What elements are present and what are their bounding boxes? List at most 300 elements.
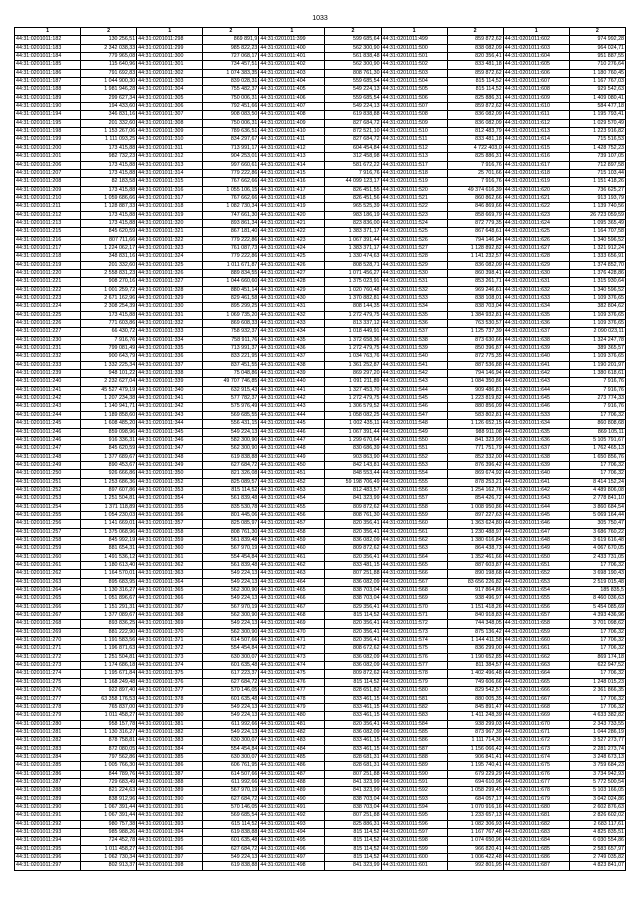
value-cell: 5 454 085,69	[569, 603, 625, 611]
value-cell: 836 082,09	[325, 662, 381, 670]
value-cell: 965 525,39	[325, 203, 381, 211]
cadastral-number-cell: 44:31:0201011:683	[503, 829, 569, 837]
value-cell: 838 108,01	[447, 295, 503, 303]
cadastral-number-cell: 44:31:0201011:545	[381, 395, 447, 403]
value-cell: 561 838,48	[325, 53, 381, 61]
value-cell: 4 722 403,0	[447, 144, 503, 152]
cadastral-number-cell: 44:31:0201011:649	[503, 545, 569, 553]
value-cell: 890 453,67	[81, 461, 137, 469]
cadastral-number-cell: 44:31:0201011:291	[15, 812, 81, 820]
cadastral-number-cell: 44:31:0201011:636	[503, 436, 569, 444]
value-cell: 779 222,86	[203, 236, 259, 244]
cadastral-number-cell: 44:31:0201011:260	[15, 553, 81, 561]
cadastral-number-cell: 44:31:0201011:432	[259, 311, 325, 319]
value-cell: 17 706,32	[569, 645, 625, 653]
value-cell: 1 140 941,71	[81, 403, 137, 411]
cadastral-number-cell: 44:31:0201011:396	[137, 845, 203, 853]
value-cell: 1 151 418,26	[447, 603, 503, 611]
cadastral-number-cell: 44:31:0201011:296	[15, 854, 81, 862]
value-cell: 3 701 098,62	[569, 620, 625, 628]
table-row	[15, 528, 626, 536]
value-cell: 1 253 686,36	[81, 478, 137, 486]
value-cell: 840 918,83	[447, 612, 503, 620]
value-cell: 836 082,09	[447, 119, 503, 127]
cadastral-number-cell: 44:31:0201011:646	[503, 520, 569, 528]
cadastral-number-cell: 44:31:0201011:497	[259, 854, 325, 862]
cadastral-number-cell: 44:31:0201011:262	[15, 570, 81, 578]
cadastral-number-cell: 44:31:0201011:641	[503, 361, 569, 369]
cadastral-number-cell: 44:31:0201011:551	[381, 445, 447, 453]
value-cell: 1 380 618,61	[569, 370, 625, 378]
table-row	[15, 536, 626, 544]
value-cell: 554 454,84	[203, 553, 259, 561]
value-cell: 1 409 080,41	[569, 94, 625, 102]
value-cell: 1 044 660,60	[203, 278, 259, 286]
cadastral-number-cell: 44:31:0201011:598	[381, 837, 447, 845]
value-cell: 845 620,59	[81, 445, 137, 453]
value-cell: 1 071 456,27	[325, 269, 381, 277]
cadastral-number-cell: 44:31:0201011:474	[259, 662, 325, 670]
value-cell: 763 530,57	[447, 320, 503, 328]
value-cell: 958 157,78	[81, 720, 137, 728]
value-cell: 1 370 882,81	[325, 295, 381, 303]
value-cell: 895 299,25	[203, 303, 259, 311]
cadastral-number-cell: 44:31:0201011:357	[137, 520, 203, 528]
cadastral-number-cell: 44:31:0201011:507	[381, 103, 447, 111]
value-cell: 173 415,88	[81, 186, 137, 194]
value-cell: 1 371 118,89	[81, 503, 137, 511]
value-cell: 893 836,25	[81, 620, 137, 628]
cadastral-number-cell: 44:31:0201011:195	[15, 119, 81, 127]
cadastral-number-cell: 44:31:0201011:227	[15, 328, 81, 336]
cadastral-number-cell: 44:31:0201011:321	[137, 228, 203, 236]
value-cell: 969 246,61	[447, 286, 503, 294]
value-cell: 878 253,21	[447, 478, 503, 486]
value-cell: 115 640,96	[81, 61, 137, 69]
value-cell: 45 527 479,19	[81, 386, 137, 394]
cadastral-number-cell: 44:31:0201011:334	[137, 336, 203, 344]
value-cell: 1 189 858,60	[81, 411, 137, 419]
value-cell: 17 706,32	[569, 411, 625, 419]
value-cell: 830 686,39	[325, 445, 381, 453]
table-row	[15, 803, 626, 811]
value-cell: 841 323,99	[325, 495, 381, 503]
cadastral-number-cell: 44:31:0201011:206	[15, 161, 81, 169]
cadastral-number-cell: 44:31:0201011:680	[503, 803, 569, 811]
value-cell: 549 224,13	[325, 86, 381, 94]
cadastral-number-cell: 44:31:0201011:277	[15, 695, 81, 703]
cadastral-number-cell: 44:31:0201011:406	[259, 94, 325, 102]
value-cell: 562 300,90	[325, 61, 381, 69]
table-row	[15, 161, 626, 169]
cadastral-number-cell: 44:31:0201011:384	[137, 745, 203, 753]
value-cell: 173 415,88	[81, 144, 137, 152]
value-cell: 815 114,52	[325, 829, 381, 837]
value-cell: 4 823 841,07	[569, 862, 625, 870]
cadastral-number-cell: 44:31:0201011:267	[15, 612, 81, 620]
cadastral-number-cell: 44:31:0201011:537	[381, 328, 447, 336]
cadastral-number-cell: 44:31:0201011:456	[259, 511, 325, 519]
cadastral-number-cell: 44:31:0201011:521	[381, 194, 447, 202]
value-cell: 1 180 613,40	[81, 562, 137, 570]
value-cell: 825 886,31	[325, 820, 381, 828]
table-row	[15, 453, 626, 461]
value-cell: 2 749 035,82	[569, 854, 625, 862]
cadastral-number-cell: 44:31:0201011:345	[137, 428, 203, 436]
cadastral-number-cell: 44:31:0201011:242	[15, 395, 81, 403]
value-cell: 948 101,22	[81, 370, 137, 378]
table-row	[15, 345, 626, 353]
table-row	[15, 620, 626, 628]
cadastral-number-cell: 44:31:0201011:416	[259, 178, 325, 186]
value-cell: 611 992,66	[203, 778, 259, 786]
table-row	[15, 603, 626, 611]
cadastral-number-cell: 44:31:0201011:410	[259, 128, 325, 136]
value-cell: 1 207 234,38	[81, 395, 137, 403]
value-cell: 1 128 887,33	[81, 203, 137, 211]
cadastral-number-cell: 44:31:0201011:184	[15, 53, 81, 61]
value-cell: 828 681,31	[325, 762, 381, 770]
cadastral-number-cell: 44:31:0201011:297	[15, 862, 81, 870]
cadastral-number-cell: 44:31:0201011:567	[381, 578, 447, 586]
value-cell: 758 911,76	[203, 336, 259, 344]
value-cell: 1 067 391,44	[325, 236, 381, 244]
value-cell: 985 988,26	[81, 829, 137, 837]
value-cell: 559 685,54	[325, 94, 381, 102]
cadastral-number-cell: 44:31:0201011:272	[15, 653, 81, 661]
table-row	[15, 862, 626, 870]
cadastral-value-table	[14, 27, 626, 871]
cadastral-number-cell: 44:31:0201011:556	[381, 486, 447, 494]
value-cell: 1 059 686,66	[81, 194, 137, 202]
cadastral-number-cell: 44:31:0201011:594	[381, 803, 447, 811]
value-cell: 826 451,55	[325, 186, 381, 194]
value-cell: 627 684,72	[203, 795, 259, 803]
value-cell: 913 193,79	[569, 194, 625, 202]
value-cell: 836 082,09	[325, 728, 381, 736]
value-cell: 1 324 247,78	[569, 336, 625, 344]
cadastral-number-cell: 44:31:0201011:372	[137, 645, 203, 653]
value-cell: 561 839,48	[203, 536, 259, 544]
column-header: 1	[15, 28, 81, 36]
cadastral-number-cell: 44:31:0201011:404	[259, 78, 325, 86]
value-cell: 17 706,32	[569, 562, 625, 570]
value-cell: 622 947,52	[569, 662, 625, 670]
value-cell: 2 602 876,63	[569, 803, 625, 811]
value-cell: 570 146,05	[203, 687, 259, 695]
value-cell: 2 361 866,35	[569, 687, 625, 695]
cadastral-number-cell: 44:31:0201011:574	[381, 637, 447, 645]
table-row	[15, 445, 626, 453]
cadastral-number-cell: 44:31:0201011:211	[15, 203, 81, 211]
value-cell: 724 452,78	[81, 837, 137, 845]
value-cell: 715 103,44	[569, 169, 625, 177]
value-cell: 1 190 652,85	[447, 653, 503, 661]
cadastral-number-cell: 44:31:0201011:642	[503, 486, 569, 494]
value-cell: 4 633 382,82	[569, 712, 625, 720]
cadastral-number-cell: 44:31:0201011:408	[259, 111, 325, 119]
cadastral-number-cell: 44:31:0201011:527	[381, 244, 447, 252]
value-cell: 841 323,99	[325, 862, 381, 870]
value-cell: 841 323,99	[447, 436, 503, 444]
cadastral-number-cell: 44:31:0201011:389	[137, 787, 203, 795]
value-cell: 1 109 376,65	[569, 295, 625, 303]
value-cell: 833 461,15	[325, 703, 381, 711]
cadastral-number-cell: 44:31:0201011:651	[503, 562, 569, 570]
value-cell: 869 297,20	[325, 370, 381, 378]
cadastral-number-cell: 44:31:0201011:253	[15, 495, 81, 503]
cadastral-number-cell: 44:31:0201011:482	[259, 728, 325, 736]
value-cell: 4 489 806,08	[569, 486, 625, 494]
value-cell: 887 536,88	[447, 361, 503, 369]
cadastral-number-cell: 44:31:0201011:638	[503, 453, 569, 461]
cadastral-number-cell: 44:31:0201011:382	[137, 728, 203, 736]
cadastral-number-cell: 44:31:0201011:593	[381, 795, 447, 803]
value-cell: 815 114,52	[325, 837, 381, 845]
cadastral-number-cell: 44:31:0201011:643	[503, 378, 569, 386]
cadastral-number-cell: 44:31:0201011:283	[15, 745, 81, 753]
cadastral-number-cell: 44:31:0201011:366	[137, 595, 203, 603]
table-row	[15, 186, 626, 194]
cadastral-number-cell: 44:31:0201011:444	[259, 411, 325, 419]
cadastral-number-cell: 44:31:0201011:600	[381, 854, 447, 862]
value-cell: 833 481,18	[447, 61, 503, 69]
cadastral-number-cell: 44:31:0201011:299	[137, 44, 203, 52]
value-cell: 820 356,41	[325, 620, 381, 628]
cadastral-number-cell: 44:31:0201011:525	[381, 228, 447, 236]
value-cell: 2 583 657,97	[569, 845, 625, 853]
cadastral-number-cell: 44:31:0201011:618	[503, 169, 569, 177]
cadastral-number-cell: 44:31:0201011:390	[137, 795, 203, 803]
value-cell: 7 916,76	[81, 336, 137, 344]
cadastral-number-cell: 44:31:0201011:500	[381, 44, 447, 52]
cadastral-number-cell: 44:31:0201011:607	[503, 78, 569, 86]
cadastral-number-cell: 44:31:0201011:381	[137, 720, 203, 728]
value-cell: 713 991,37	[203, 345, 259, 353]
value-cell: 897 607,86	[81, 486, 137, 494]
value-cell: 614 507,66	[203, 770, 259, 778]
cadastral-number-cell: 44:31:0201011:449	[259, 453, 325, 461]
cadastral-number-cell: 44:31:0201011:320	[137, 219, 203, 227]
value-cell: 1 067 391,44	[325, 428, 381, 436]
value-cell: 750 006,31	[203, 94, 259, 102]
value-cell: 1 167 767,03	[569, 78, 625, 86]
value-cell: 992 801,95	[447, 862, 503, 870]
cadastral-number-cell: 44:31:0201011:467	[259, 603, 325, 611]
value-cell: 859 872,62	[447, 103, 503, 111]
cadastral-number-cell: 44:31:0201011:201	[15, 153, 81, 161]
cadastral-number-cell: 44:31:0201011:261	[15, 562, 81, 570]
value-cell: 826 451,56	[325, 194, 381, 202]
value-cell: 1 151 418,26	[569, 178, 625, 186]
cadastral-number-cell: 44:31:0201011:424	[259, 244, 325, 252]
value-cell: 983 186,19	[325, 211, 381, 219]
cadastral-number-cell: 44:31:0201011:642	[503, 370, 569, 378]
value-cell: 835 530,78	[203, 503, 259, 511]
value-cell: 1 058 082,25	[325, 411, 381, 419]
cadastral-number-cell: 44:31:0201011:605	[503, 61, 569, 69]
cadastral-number-cell: 44:31:0201011:667	[503, 695, 569, 703]
cadastral-number-cell: 44:31:0201011:647	[503, 528, 569, 536]
cadastral-number-cell: 44:31:0201011:430	[259, 295, 325, 303]
value-cell: 3 759 684,23	[569, 762, 625, 770]
value-cell: 5 105 791,67	[569, 436, 625, 444]
cadastral-number-cell: 44:31:0201011:270	[15, 637, 81, 645]
cadastral-number-cell: 44:31:0201011:583	[381, 712, 447, 720]
value-cell: 789 636,51	[203, 128, 259, 136]
value-cell: 794 146,94	[447, 236, 503, 244]
cadastral-number-cell: 44:31:0201011:344	[137, 420, 203, 428]
table-row	[15, 53, 626, 61]
value-cell: 1 272 479,75	[325, 311, 381, 319]
cadastral-number-cell: 44:31:0201011:566	[381, 570, 447, 578]
value-cell: 1 011 458,27	[81, 845, 137, 853]
value-cell: 549 224,13	[203, 703, 259, 711]
cadastral-number-cell: 44:31:0201011:310	[137, 136, 203, 144]
cadastral-number-cell: 44:31:0201011:256	[15, 520, 81, 528]
cadastral-number-cell: 44:31:0201011:547	[381, 411, 447, 419]
cadastral-number-cell: 44:31:0201011:250	[15, 470, 81, 478]
cadastral-number-cell: 44:31:0201011:490	[259, 795, 325, 803]
value-cell: 59 198 706,49	[325, 478, 381, 486]
value-cell: 5 772 500,54	[569, 778, 625, 786]
value-cell: 869 891,9	[203, 36, 259, 44]
cadastral-number-cell: 44:31:0201011:380	[137, 712, 203, 720]
cadastral-number-cell: 44:31:0201011:302	[137, 69, 203, 77]
cadastral-number-cell: 44:31:0201011:675	[503, 762, 569, 770]
cadastral-number-cell: 44:31:0201011:292	[15, 820, 81, 828]
cadastral-number-cell: 44:31:0201011:281	[15, 728, 81, 736]
table-row	[15, 787, 626, 795]
cadastral-number-cell: 44:31:0201011:224	[15, 303, 81, 311]
value-cell: 808 761,30	[325, 69, 381, 77]
cadastral-number-cell: 44:31:0201011:483	[259, 737, 325, 745]
cadastral-number-cell: 44:31:0201011:630	[503, 269, 569, 277]
value-cell: 554 454,84	[203, 645, 259, 653]
cadastral-number-cell: 44:31:0201011:222	[15, 286, 81, 294]
value-cell: 985 822,23	[203, 44, 259, 52]
cadastral-number-cell: 44:31:0201011:663	[503, 662, 569, 670]
cadastral-number-cell: 44:31:0201011:628	[503, 253, 569, 261]
cadastral-number-cell: 44:31:0201011:465	[259, 587, 325, 595]
cadastral-number-cell: 44:31:0201011:610	[503, 103, 569, 111]
cadastral-number-cell: 44:31:0201011:210	[15, 194, 81, 202]
value-cell: 880 451,14	[203, 286, 259, 294]
cadastral-number-cell: 44:31:0201011:685	[503, 845, 569, 853]
value-cell: 836 082,09	[325, 536, 381, 544]
cadastral-number-cell: 44:31:0201011:323	[137, 244, 203, 252]
value-cell: 808 761,30	[203, 528, 259, 536]
cadastral-number-cell: 44:31:0201011:232	[15, 353, 81, 361]
cadastral-number-cell: 44:31:0201011:665	[503, 678, 569, 686]
cadastral-number-cell: 44:31:0201011:282	[15, 737, 81, 745]
value-cell: 679 229,29	[447, 770, 503, 778]
cadastral-number-cell: 44:31:0201011:311	[137, 144, 203, 152]
value-cell: 839 028,31	[203, 78, 259, 86]
cadastral-number-cell: 44:31:0201011:568	[381, 587, 447, 595]
cadastral-number-cell: 44:31:0201011:255	[15, 511, 81, 519]
cadastral-number-cell: 44:31:0201011:254	[15, 503, 81, 511]
table-header-row	[15, 28, 626, 36]
cadastral-number-cell: 44:31:0201011:187	[15, 78, 81, 86]
cadastral-number-cell: 44:31:0201011:289	[15, 795, 81, 803]
value-cell: 44 099 123,17	[325, 178, 381, 186]
cadastral-number-cell: 44:31:0201011:677	[503, 778, 569, 786]
value-cell: 17 706,32	[569, 637, 625, 645]
value-cell: 1 224 062,17	[81, 244, 137, 252]
value-cell: 812 483,79	[447, 128, 503, 136]
cadastral-number-cell: 44:31:0201011:264	[15, 587, 81, 595]
value-cell: 872 080,05	[81, 745, 137, 753]
table-row	[15, 69, 626, 77]
cadastral-number-cell: 44:31:0201011:584	[381, 720, 447, 728]
cadastral-number-cell: 44:31:0201011:463	[259, 570, 325, 578]
cadastral-number-cell: 44:31:0201011:221	[15, 278, 81, 286]
cadastral-number-cell: 44:31:0201011:223	[15, 295, 81, 303]
value-cell: 627 684,72	[203, 845, 259, 853]
table-row	[15, 436, 626, 444]
value-cell: 825 085,97	[203, 520, 259, 528]
value-cell: 1 074 650,96	[447, 837, 503, 845]
cadastral-number-cell: 44:31:0201011:324	[137, 253, 203, 261]
cadastral-number-cell: 44:31:0201011:209	[15, 186, 81, 194]
value-cell: 820 356,41	[325, 628, 381, 636]
value-cell: 630 300,07	[203, 653, 259, 661]
table-row	[15, 178, 626, 186]
column-header: 2	[569, 28, 625, 36]
value-cell: 619 838,88	[203, 453, 259, 461]
cadastral-number-cell: 44:31:0201011:317	[137, 194, 203, 202]
value-cell: 820 356,41	[325, 720, 381, 728]
cadastral-number-cell: 44:31:0201011:536	[381, 320, 447, 328]
value-cell: 845 891,47	[447, 703, 503, 711]
value-cell: 736 625,27	[569, 186, 625, 194]
table-row	[15, 687, 626, 695]
cadastral-number-cell: 44:31:0201011:215	[15, 228, 81, 236]
cadastral-number-cell: 44:31:0201011:558	[381, 503, 447, 511]
cadastral-number-cell: 44:31:0201011:623	[503, 211, 569, 219]
value-cell: 6 030 554,86	[569, 837, 625, 845]
value-cell: 833 481,15	[325, 562, 381, 570]
value-cell: 173 415,88	[81, 161, 137, 169]
cadastral-number-cell: 44:31:0201011:637	[503, 328, 569, 336]
cadastral-number-cell: 44:31:0201011:577	[381, 662, 447, 670]
value-cell: 836 082,09	[325, 578, 381, 586]
column-header: 2	[325, 28, 381, 36]
value-cell: 549 224,13	[203, 728, 259, 736]
table-row	[15, 328, 626, 336]
cadastral-number-cell: 44:31:0201011:383	[137, 737, 203, 745]
cadastral-number-cell: 44:31:0201011:425	[259, 253, 325, 261]
cadastral-number-cell: 44:31:0201011:306	[137, 103, 203, 111]
cadastral-number-cell: 44:31:0201011:244	[15, 411, 81, 419]
value-cell: 808 144,35	[325, 303, 381, 311]
cadastral-number-cell: 44:31:0201011:522	[381, 203, 447, 211]
value-cell: 1 332 225,34	[81, 361, 137, 369]
cadastral-number-cell: 44:31:0201011:266	[15, 603, 81, 611]
value-cell: 1 164 707,58	[569, 228, 625, 236]
value-cell: 1 055 106,15	[203, 186, 259, 194]
cadastral-number-cell: 44:31:0201011:412	[259, 144, 325, 152]
cadastral-number-cell: 44:31:0201011:557	[381, 495, 447, 503]
cadastral-number-cell: 44:31:0201011:602	[503, 36, 569, 44]
table-row	[15, 420, 626, 428]
value-cell: 1 082 730,34	[203, 203, 259, 211]
value-cell: 792 451,66	[203, 103, 259, 111]
cadastral-number-cell: 44:31:0201011:239	[15, 370, 81, 378]
value-cell: 807 251,88	[325, 812, 381, 820]
value-cell: 951 887,55	[569, 53, 625, 61]
